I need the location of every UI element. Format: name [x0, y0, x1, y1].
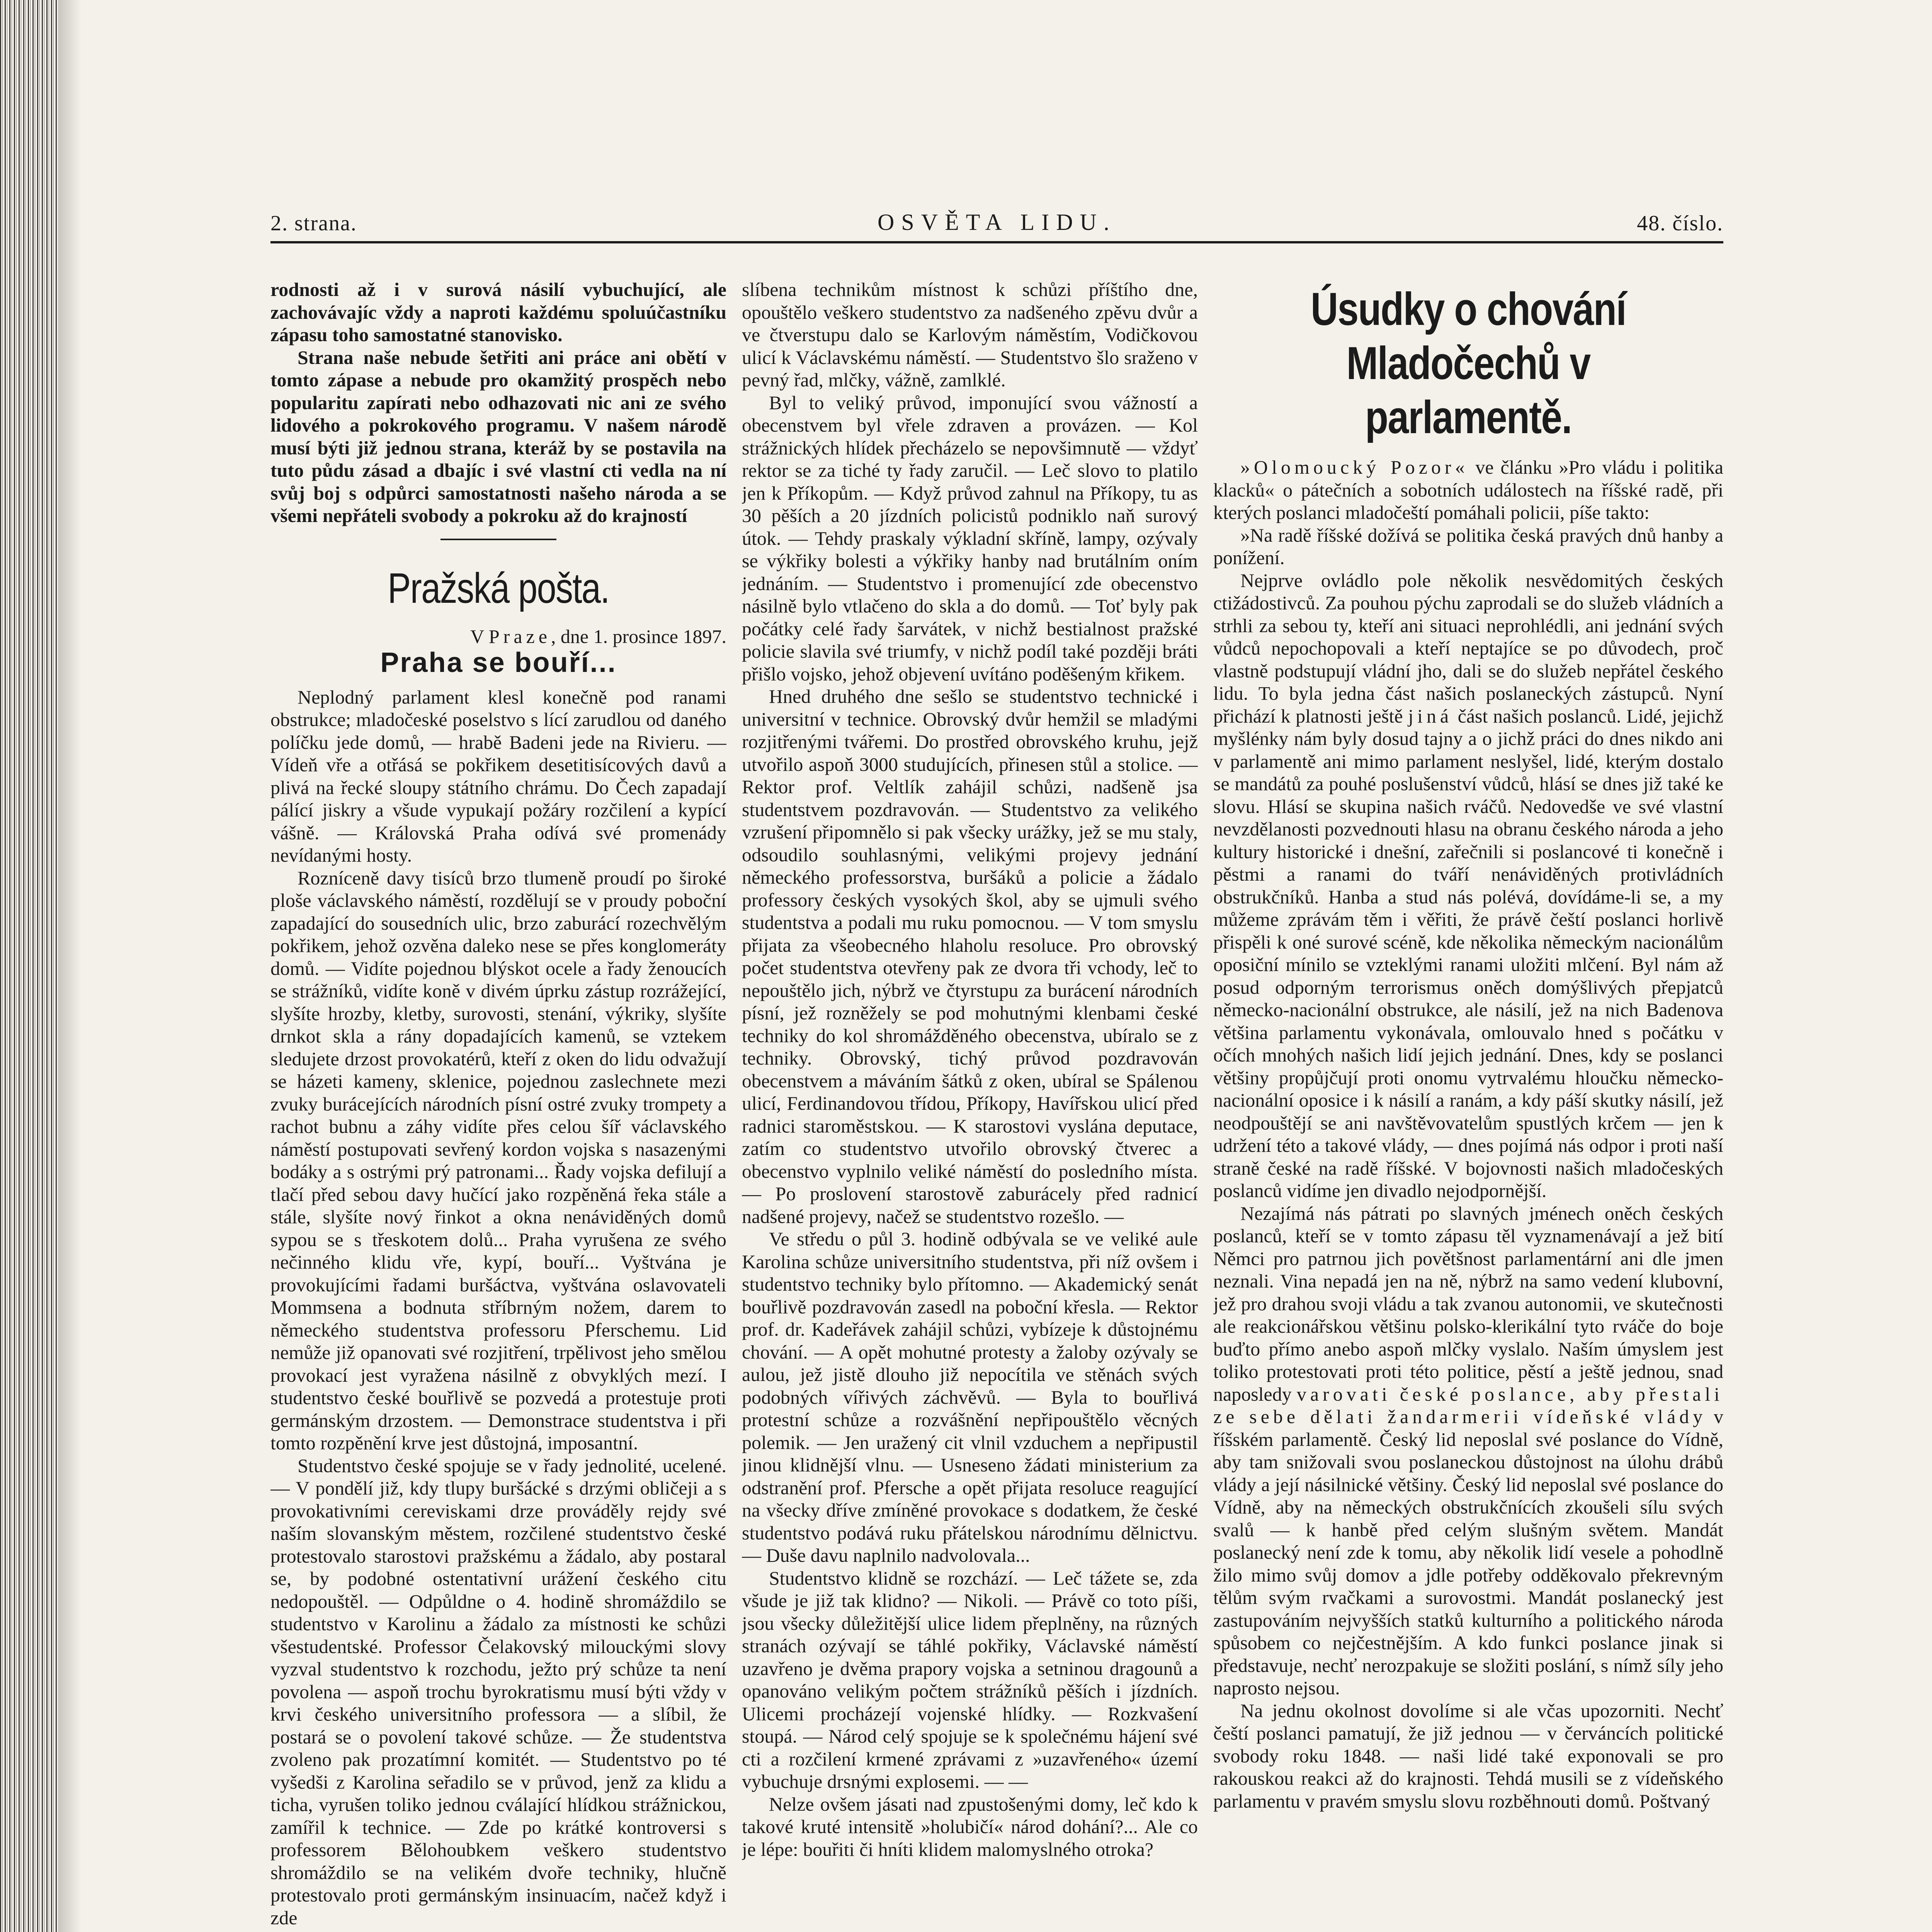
paragraph: Ve středu o půl 3. hodině odbývala se ve veliké aule Karolina schůze universitního studentstva, při níž ovšem i studentstvo techniky bylo přítomno. — Akademický senát bouřlivě pozdravován zasedl na poboční křesla. — Rektor prof. dr. Kadeřávek zahájil schůzi, vybízeje k důstojnému chování. — A opět mohutné protesty a žaloby ozývaly se aulou, jež jistě dlouho již nepocítila ve stěnách svých podobných vířivých záchvěvů. — Byla to bouřlivá protestní schůze a rozvášnění nepřipouštělo věcných polemik. — Jen uražený cit vlnil vzduchem a nepřipustil jinou klidnější vlnu. — Usneseno žádati ministerium za odstranění prof. Pfersche a opět přijata resoluce reagující na všecky dříve zmíněné provokace s dodatkem, že české studentstvo podává ruku přátelskou národnímu dělnictvu. — Duše davu naplnilo nadvolovala...	[742, 1228, 1198, 1566]
paragraph	[1213, 456, 1723, 524]
paragraph-text: v říšském parlamentě. Český lid neposlal své poslance do Vídně, aby tam snižovali svou poslaneckou důstojnost na úlohu drábů vlády a její násilnické většiny. Český lid neposlal své poslance do Vídně, aby na německých obstrukčnících zkoušeli sílu svých svalů — k hanbě před celým slušným světem. Mandát poslanecký není zde k tomu, aby několik lidí vesele a pohodlně žilo mimo svůj domov a jdle potřeby odděkovalo překrevným tělům svým rvačkami a surovostmi. Mandát poslanecký jest zastupováním nejvyšších statků kulturního a politického národa spůsobem co nejčestnějším. A kdo funkci poslance jinak si představuje, nechť nerozpakuje se složiti poslání, s nímž síly jeho naprosto nejsou.	[1213, 1406, 1723, 1699]
paragraph	[1213, 569, 1723, 1202]
paragraph: Hned druhého dne sešlo se studentstvo technické i universitní v technice. Obrovský dvůr hemžil se mladými rozjitřenými tvářemi. Do prostřed obrovského kruhu, jejž utvořilo aspoň 3000 studujících, přinesen stůl a stolice. — Rektor prof. Veltlík zahájil schůzi, nadšeně jsa studentstvem pozdravován. — Studentstvo za velikého vzrušení připomnělo si pak všecky urážky, jež se mu staly, odsoudilo souhlasnými, velikými projevy jednání německého professorstva, buršáků a policie a žádalo professory českých vysokých škol, aby se ujmuli svého studentstva a podali mu ruku pomocnou. — V tom smyslu přijata za všeobecného hlaholu resoluce. Pro obrovský počet studentstva otevřeny pak ze dvora tři vchody, leč to nepouštělo jich, nýbrž ve čtyrstupu za burácení národních písní, jež rozněžely se pod mohutnými klenbami české techniky do kol shromážděného obecenstva, ubíralo se z techniky. Obrovský, tichý průvod pozdravován obecenstvem a máváním šátků z oken, ubíral se Spálenou ulicí, Ferdinandovou třídou, Příkopy, Havířskou ulicí před radnici staroměstskou. — K starostovi vyslána deputace, zatím co studentstvo utvořilo obrovský čtverec a obecenstvo vyplnilo veliké náměstí do posledního místa. — Po proslovení starostově zaburácely před radnicí nadšené projevy, načež se studentstvo rozešlo. —	[742, 685, 1198, 1227]
column-1	[270, 278, 726, 1932]
dateline-date: , dne 1. prosince 1897.	[551, 625, 726, 647]
subheading: Praha se bouří...	[380, 647, 617, 678]
emphasis: varovati české poslance, aby přestali ze sebe dělati žandarmerii vídeňské vlády	[1213, 1383, 1723, 1427]
column-3	[1213, 278, 1723, 1932]
paragraph: Strana naše nebude šetřiti ani práce ani obětí v tomto zápase a nebude pro okamžitý prospěch nebo popularitu zapírati nebo odhazovati nic ani ze svého lidového a pokrokového programu. V našem národě musí býti již jednou strana, kteráž by se postavila na tuto půdu zásad a dbajíc i své vlastní cti vedla na ní svůj boj s odpůrci samostatnosti našeho národa a se všemi nepřáteli svobody a pokroku až do krajností	[270, 346, 726, 526]
paragraph: Studentstvo klidně se rozchází. — Leč tážete se, zda všude je již tak klidno? — Nikoli. — Právě co toto píši, jsou všecky důležitější ulice lidem přeplněny, na různých stranách ozývají se táhlé pokřiky, Václavské náměstí uzavřeno je dvěma prapory vojska a setninou dragounů a opanováno velikým počtem strážníků pěších i jízdních. Ulicemi procházejí vojenské hlídky. — Rozkvašení stoupá. — Národ celý spojuje se k společnému hájení své cti a rozčilení krmené zprávami z »uzavřeného« území vybuchuje drsnými explosemi. — —	[742, 1567, 1198, 1792]
paragraph-text: Nejprve ovládlo pole několik nesvědomitých českých ctižádostivců. Za pouhou pýchu zaprodali se do služeb vládních a strhli za sebou ty, kteří ani situaci neprohlédli, ani jednání svých vůdců nepochopovali a kteří neptajíce se po důvodech, proč vlastně podstupují vládní jho, dali se do služeb nepřátel českého lidu. To byla jedna část našich poslaneckých zástupců. Nyní přichází k platnosti ještě	[1213, 569, 1723, 727]
paragraph-text: ve článku »Pro vládu i politika klacků« o pátečních a sobotních událostech na říšské radě, při kterých poslanci mladočeští pomáhali policii, píše takto:	[1213, 456, 1723, 523]
dateline-city: Praze	[488, 625, 551, 647]
paragraph: Rozníceně davy tisíců brzo tlumeně proudí po široké ploše václavského náměstí, rozdělují se v proudy poboční zapadající do sousedních ulic, brzo zaburácí rozechvělým pokřikem, jehož ozvěna daleko nese se přes konglomeráty domů. — Vidíte pojednou blýskot ocele a řady ženoucích se strážníků, vidíte koně v divém úprku zástup rozrážející, slyšíte hrozby, kletby, surovosti, stenání, výkriky, slyšíte drnkot skla a rány dopadajících kamenů, se vztekem sledujete drzost provokatérů, kteří z oken do lidu odvažují se házeti kameny, sklenice, pojednou zaslechnete mezi zvuky burácejících národních písní ostré zvuky trompety a rachot bubnu a záhy vidíte přes celou šíř václavského náměstí postupovati sevřený kordon vojska s nasazenými bodáky a s ostrými prý patronami... Řady vojska defilují a tlačí před sebou davy hučící jako rozpěněná řeka stále a stále, slyšíte nový řinkot a okna nenáviděných domů sypou se s třeskotem dolů... Praha vyrušena ze svého nečinného klidu vře, kypí, bouří... Vyštvána je provokujícími řadami buršáctva, vyštvána oslavovateli Mommsena a bodnuta stříbrným nožem, darem to německého studentstva professoru Pferschemu. Lid nemůže již opanovati své rozjitření, trpělivost jeho smělou provokací jest vyražena násilně z obvyklých mezí. I studentstvo české bouřlivě se pozvedá a protestuje proti germánským drzostem. — Demonstrace studentstva i při tomto rozpěnění krve jest důstojná, imposantní.	[270, 867, 726, 1454]
section-divider	[440, 539, 556, 540]
emphasis: jiná	[1408, 705, 1453, 727]
paragraph: slíbena technikům místnost k schůzi příštího dne, opouštělo veškero studentstvo za nadšeného zpěvu dvůr a ve čtverstupu dalo se Karlovým náměstím, Vodičkovou ulicí k Václavskému náměstí. — Studentstvo šlo sraženo v pevný řad, mlčky, vážně, zamlklé.	[742, 279, 1198, 391]
issue-number: 48. číslo.	[1637, 211, 1723, 235]
paragraph	[1213, 1202, 1723, 1699]
paragraph: Nelze ovšem jásati nad zpustošenými domy, leč kdo k takové kruté intensitě »holubičí« národ dohání?... Ale co je lépe: bouřiti či hníti klidem malomyslného otroka?	[742, 1793, 1198, 1860]
dateline	[270, 625, 726, 648]
paragraph: Studentstvo české spojuje se v řady jednolité, ucelené. — V pondělí již, kdy tlupy buršácké s drzými obličeji a s provokativními cereviskami drze prováděly rejdy své naším slovanským městem, rozčilené studentstvo české protestovalo starostovi pražskému a žádalo, aby postaral se, by podobné ostentativní urážení českého citu nedopouštěl. — Odpůldne o 4. hodině shromáždilo se studentstvo v Karolinu a žádalo za místnosti ke schůzi všestudentské. Professor Čelakovský milouckými slovy vyzval studentstvo k rozchodu, ježto prý schůze ta není povolena — aspoň trochu byrokratismu musí býti vždy v krvi českého universitního professora — a slíbil, že postará se o povolení takové schůze. — Že studentstva zvoleno pak prozatímní komitét. — Studentstvo po té vyšedši z Karolina seřadilo se v průvod, jenž za klidu a ticha, vyrušen toliko jednou cválající hlídkou strážnickou, zamířil k technice. — Zde po krátké kontroversi s professorem Bělohoubkem veškero studentstvo shromáždilo se na velikém dvoře techniky, hlučně protestovalo proti germánským insinuacím, načež když i zde	[270, 1454, 726, 1929]
paragraph: »Na radě říšské dožívá se politika česká pravých dnů hanby a ponížení.	[1213, 524, 1723, 568]
paragraph: Byl to veliký průvod, imponující svou vážností a obecenstvem byl vřele zdraven a provázen. — Kol strážnických hlídek přecházelo se nepovšimnutě — vždyť rektor se za tiché ty řady zaručil. — Leč slovo to platilo jen k Příkopům. — Když průvod zahnul na Příkopy, tu as 30 pěších a 20 jízdních policistů podniklo naň surový útok. — Tehdy praskaly výkladní skříně, lampy, ozývaly se výkřiky bolesti a výkřiky hanby nad brutálním oním jednáním. — Studentstvo i promenující zde obecenstvo násilně bylo vtlačeno do skla a do domů. — Toť byly pak počátky celé řady šarvátek, v nichž bestialnost pražské policie slavila své triumfy, v nichž podíl také později bráti přišlo vojsko, jehož objevení uvítáno poděšeným křikem.	[742, 391, 1198, 685]
paragraph: rodnosti až i v surová násilí vybuchující, ale zachovávajíc vždy a naproti každému spoluúčastníku zápasu toho samostatné stanovisko.	[270, 279, 726, 345]
newspaper-title: OSVĚTA LIDU.	[878, 209, 1116, 235]
page-header	[270, 209, 1723, 243]
paragraph-text: Nezajímá nás pátrati po slavných jménech oněch českých poslanců, kteří se v tomto zápasu těl vyznamenávají a jež bití Němci pro patrnou jich povětšnost parlamentární ani dle jmen neznali. Vina nepadá jen na ně, nýbrž na samo vedení klubovní, jež pro drahou svoji vládu a tak zvanou autonomii, ve skutečnosti ale reakcionářskou většinu polsko-klerikální tyto rváče do boje buďto přímo anebo aspoň mlčky vyslalo. Naším úmyslem jest toliko protestovati proti této politice, pěstí a ještě jednou, snad naposledy	[1213, 1202, 1723, 1405]
page-number: 2. strana.	[270, 211, 357, 235]
paragraph: Na jednu okolnost dovolíme si ale včas upozorniti. Nechť čeští poslanci pamatují, že již jednou — v červáncích politické svobody roku 1848. — naši lidé také exponovali se pro rakouskou reakci až do krajnosti. Tehdá musili se z vídeňského parlamentu v pravém smyslu slovu rozběhnouti domů. Poštvaný	[1213, 1699, 1723, 1812]
dateline-prefix: V	[470, 625, 489, 647]
source-name: »Olomoucký Pozor«	[1240, 456, 1469, 478]
binding-shadow	[58, 0, 81, 1932]
section-title-prazska-posta: Pražská pošta.	[388, 564, 609, 612]
section-title-usudky: Úsudky o chování Mladočechů v parlamentě.	[1311, 283, 1626, 443]
paragraph-text: část našich poslanců. Lidé, jejichž myšlénky nám byly dosud tajny a o jichž práci do dnes nikdo ani v parlamentě ani mimo parlament neslyšel, lidé, kterým dostalo se mandátů za pouhé poslušenství vůdců, hlásí se dnes již také ke slovu. Hlásí se skupina našich rváčů. Nedovedše ve své vlastní nevzdělanosti pozvednouti hlasu na obranu českého národa a jeho kultury historické i dnešní, zařečnili si poslancové ti konečně i pěstmi a ranami do tváří nenáviděných protivládních obstrukčníků. Hanba a stud nás polévá, dovídáme-li se, a my můžeme zprávám těm i věřiti, že právě čeští poslanci horlivě přispěli k oné surové scéně, kde několika německým nacionálům oposiční mínilo se vzteklými ranami uložiti mlčení. Byl nám až posud odporným terrorismus oněch domýšlivých přepjatců německo-nacionální obstrukce, ale násilí, jež na nich Badenova většina parlamentu vykonávala, omlouvalo hned s počátku v očích mnohých našich lidí jejich jednání. Dnes, kdy se poslanci většiny propůjčují proti onomu vytrvalému hloučku německo-nacionální oposice i k násilí a ranám, a kdy páší skutky násilí, jež neodpouštějí se ani navštěvovatelům spustlých krčem — jen k udržení této a takové vlády, — dnes pojímá nás odpor i proti naší straně české na radě říšské. V bojovnosti našich mladočeských poslanců vidíme jen divadlo nejodpornější.	[1213, 705, 1723, 1201]
paragraph: Neplodný parlament klesl konečně pod ranami obstrukce; mladočeské poselstvo s lící zarudlou od daného políčku jede domů, — hrabě Badeni jede na Rivieru. — Vídeň vře a otřásá se pokřikem desetitisícových davů a plivá na řecké sloupy státního chrámu. Do Čech zapadají pálící jiskry a všude vypukají požáry rozčilení a kypící vášně. — Královská Praha odívá své promenády nevídanými hosty.	[270, 686, 726, 866]
column-2	[742, 278, 1198, 1932]
binding-edge	[0, 0, 58, 1932]
